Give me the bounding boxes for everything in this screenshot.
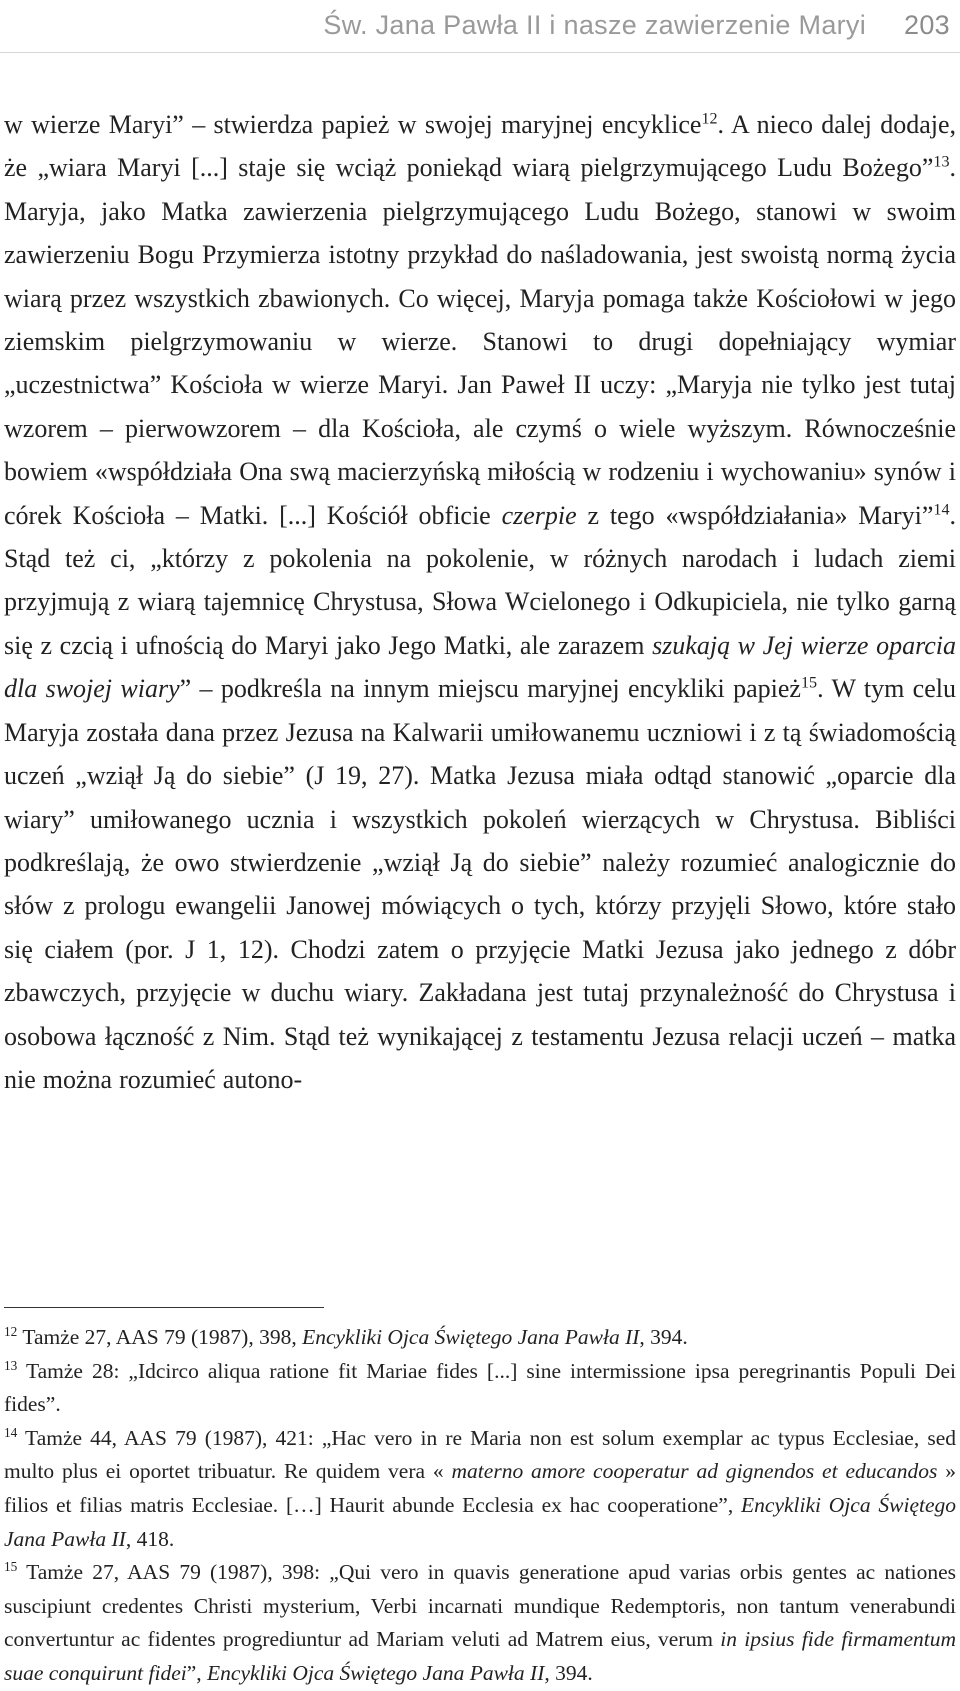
footnote-14	[4, 1422, 956, 1556]
footnote-number: 13	[4, 1357, 18, 1373]
footnote-15	[4, 1556, 956, 1690]
header-divider	[0, 52, 960, 53]
text-run: , 418.	[125, 1526, 175, 1551]
text-run: » filios et filias matris Ecclesiae. […] Haurit abunde Ecclesia ex hac cooperatione”,	[4, 1459, 957, 1517]
footnote-number: 12	[4, 1323, 18, 1339]
text-run: . Stąd też ci, „którzy z pokolenia na pokolenie, w różnych narodach i ludach ziemi przyjmują z wiarą tajemnicę Chrystusa, Słowa Wcielonego i Odkupiciela, nie tylko garną się z czcią i ufnością do Maryi jako Jego Matki, ale zarazem	[4, 500, 956, 660]
footnote-ref-14: 14	[933, 501, 950, 518]
footnote-ref-13: 13	[933, 153, 950, 171]
italic-text: Encykliki Ojca Świętego Jana Pawła II	[4, 1492, 957, 1551]
italic-text: Encykliki Ojca Świętego Jana Pawła II	[302, 1325, 640, 1349]
italic-text: szukają w Jej wierze oparcia dla swojej wiary	[4, 630, 957, 704]
text-run: ” – podkreśla na innym miejscu maryjnej encykliki papież	[179, 674, 801, 704]
footnote-divider	[4, 1307, 324, 1308]
text-run: Tamże 44, AAS 79 (1987), 421: „Hac vero in re Maria non est solum exemplar ac typus Ecclesiae, sed multo plus ei oportet tribuatur. Re quidem vera «	[4, 1425, 956, 1484]
footnote-ref-12: 12	[701, 110, 718, 128]
italic-text: czerpie	[501, 500, 577, 530]
text-run: , 394.	[639, 1325, 688, 1349]
running-header	[160, 10, 950, 50]
footnote-number: 14	[4, 1424, 18, 1440]
text-run: . Maryja, jako Matka zawierzenia pielgrzymującego Ludu Bożego, stanowi w swoim zawierzeniu Bogu Przymierza istotny przykład do naśladowania, jest swoistą normą życia wiarą przez wszystkich zbawionych. Co więcej, Maryja pomaga także Kościołowi w jego ziemskim pielgrzymowaniu w wierze. Stanowi to drugi dopełniający wymiar „uczestnictwa” Kościoła w wierze Maryi. Jan Paweł II uczy: „Maryja nie tylko jest tutaj wzorem – pierwowzorem – dla Kościoła, ale czymś o wiele wyższym. Równocześnie bowiem «współdziała Ona swą macierzyńską miłością w rodzeniu i wychowaniu» synów i córek Kościoła – Matki. [...] Kościół obficie	[4, 153, 956, 530]
text-run: Tamże 27, AAS 79 (1987), 398: „Qui vero in quavis generatione apud varias orbis gentes ac nationes suscipiunt credentes Christi mysterium, Verbi incarnati mundique Redemptoris, non tantum venerabundi convertuntur ac fidentes progrediuntur ad Mariam veluti ad Matrem eius, verum	[4, 1560, 956, 1652]
footnote-13	[4, 1355, 956, 1422]
text-run: , 394.	[544, 1660, 593, 1685]
footnote-number: 15	[4, 1559, 18, 1574]
italic-text: materno amore cooperatur ad gignendos et educandos	[451, 1459, 938, 1484]
text-run: . A nieco dalej dodaje, że „wiara Maryi [...] staje się wciąż poniekąd wiarą pielgrzymującego Ludu Bożego”	[4, 110, 956, 183]
page-number: 203	[904, 10, 950, 40]
footnote-12	[4, 1321, 956, 1355]
text-run: w wierze Maryi” – stwierdza papież w swojej maryjnej encyklice	[4, 110, 702, 139]
footnote-ref-15: 15	[800, 674, 818, 692]
main-paragraph	[4, 103, 956, 1101]
text-run: Tamże 27, AAS 79 (1987), 398,	[17, 1325, 303, 1349]
text-run: z tego «współdziałania» Maryi”	[576, 500, 934, 530]
text-run: . W tym celu Maryja została dana przez Jezusa na Kalwarii umiłowanemu uczniowi i z tą świadomością uczeń „wziął Ją do siebie” (J 19, 27). Matka Jezusa miała odtąd stanowić „oparcie dla wiary” umiłowanego ucznia i wszystkich pokoleń wierzących w Chrystusa. Bibliści podkreślają, że owo stwierdzenie „wziął Ją do siebie” należy rozumieć analogicznie do słów z prologu ewangelii Janowej mówiących o tych, którzy przyjęli Słowo, które stało się ciałem (por. J 1, 12). Chodzi zatem o przyjęcie Matki Jezusa jako jednego z dóbr zbawczych, przyjęcie w duchu wiary. Zakładana jest tutaj przynależność do Chrystusa i osobowa łączność z Nim. Stąd też wynikającej z testamentu Jezusa relacji uczeń – matka nie można rozumieć autono-	[4, 674, 956, 1094]
header-title: Św. Jana Pawła II i nasze zawierzenie Maryi	[323, 10, 867, 40]
italic-text: in ipsius fide firmamentum suae conquirunt fidei	[4, 1627, 956, 1685]
footnotes	[4, 1321, 956, 1691]
text-run: Tamże 28: „Idcirco aliqua ratione fit Mariae fides [...] sine intermissione ipsa peregrinantis Populi Dei fides”.	[4, 1358, 956, 1417]
text-run: ”,	[186, 1660, 208, 1685]
italic-text: Encykliki Ojca Świętego Jana Pawła II	[207, 1660, 545, 1685]
